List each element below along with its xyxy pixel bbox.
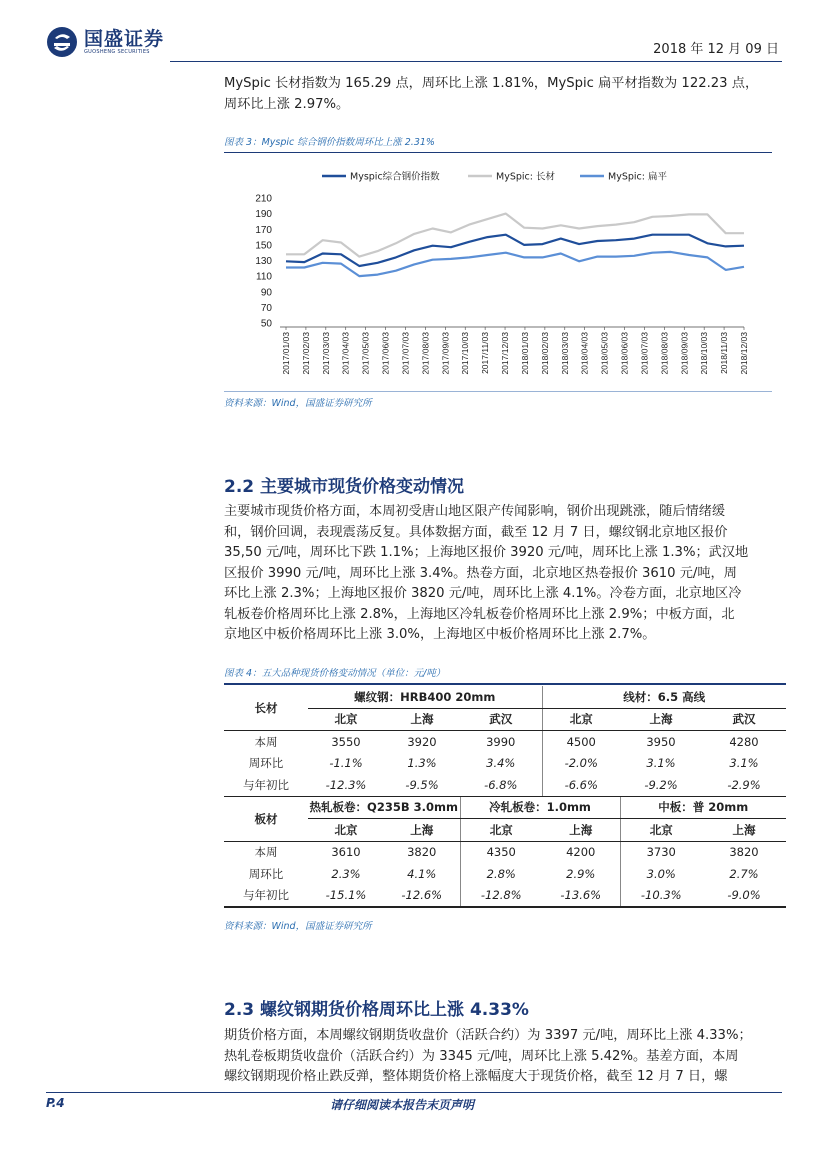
table-cell: 3820 bbox=[729, 845, 759, 860]
table-row bbox=[224, 885, 786, 908]
x-tick-label: 2018/08/03 bbox=[659, 332, 670, 375]
row-label: 周环比 bbox=[248, 866, 284, 881]
myspic-line-chart bbox=[224, 156, 772, 386]
wire-header: 线材：6.5 高线 bbox=[542, 686, 786, 708]
figure4-source: 资料来源：Wind，国盛证券研究所 bbox=[224, 921, 372, 932]
s22-line: 主要城市现货价格方面，本周初受唐山地区限产传闻影响，钢价出现跳涨，随后情绪缓 bbox=[224, 504, 726, 519]
table-cell: -10.3% bbox=[620, 885, 702, 908]
table-cell: -2.9% bbox=[702, 774, 786, 796]
hot-rolled-header: 热轧板卷：Q235B 3.0mm bbox=[308, 796, 460, 819]
figure3-bottom-rule bbox=[224, 391, 772, 392]
table-cell: 3990 bbox=[460, 731, 542, 753]
guosheng-logo-icon bbox=[46, 26, 78, 58]
legend-label: MySpic: 长材 bbox=[496, 171, 555, 183]
table-cell: -1.1% bbox=[329, 756, 363, 771]
cold-rolled-header: 冷轧板卷：1.0mm bbox=[460, 796, 620, 819]
table-row bbox=[224, 731, 786, 753]
x-tick-label: 2017/11/03 bbox=[480, 332, 491, 374]
y-tick-label: 130 bbox=[255, 256, 272, 267]
table-cell: -13.6% bbox=[542, 885, 620, 908]
table-cell: -12.8% bbox=[460, 885, 542, 908]
city-header: 上海 bbox=[702, 819, 786, 842]
y-tick-label: 90 bbox=[260, 287, 272, 299]
s23-line: 热轧卷板期货收盘价（活跃合约）为 3345 元/吨，周环比上涨 5.42%。基差方面，本周 bbox=[224, 1048, 739, 1064]
table-cell: 2.9% bbox=[542, 863, 620, 885]
y-tick-label: 170 bbox=[255, 224, 272, 236]
y-tick-label: 210 bbox=[255, 193, 272, 205]
table-row bbox=[224, 863, 786, 885]
series-line bbox=[286, 235, 744, 266]
flat-category-label: 板材 bbox=[224, 796, 308, 841]
x-tick-label: 2017/02/03 bbox=[300, 332, 311, 375]
s22-line: 区报价 3990 元/吨，周环比上涨 3.4%。热卷方面，北京地区热卷报价 3610 元/吨，周 bbox=[224, 565, 737, 581]
intro-line-1: MySpic 长材指数为 165.29 点，周环比上涨 1.81%，MySpic 扁平材指数为 122.23 点， bbox=[224, 76, 759, 91]
legend-label: Myspic综合钢价指数 bbox=[350, 171, 440, 183]
table-cell: 4.1% bbox=[384, 863, 460, 885]
table-cell: 4350 bbox=[486, 845, 516, 860]
table-cell: 1.3% bbox=[407, 756, 437, 771]
y-tick-label: 190 bbox=[255, 209, 272, 221]
row-label: 与年初比 bbox=[224, 774, 308, 796]
table-row bbox=[224, 841, 786, 863]
section-2-3-title: 2.3 螺纹钢期货价格周环比上涨 4.33% bbox=[224, 1000, 529, 1020]
city-header: 武汉 bbox=[460, 708, 542, 731]
x-tick-label: 2018/10/03 bbox=[699, 332, 710, 375]
legend-label: MySpic: 扁平 bbox=[608, 171, 667, 183]
y-tick-label: 70 bbox=[260, 302, 272, 314]
y-tick-label: 150 bbox=[255, 240, 272, 252]
table-cell: -9.2% bbox=[620, 774, 702, 796]
city-header: 武汉 bbox=[702, 708, 786, 731]
table-cell: 3.4% bbox=[460, 753, 542, 775]
x-tick-label: 2018/05/03 bbox=[599, 332, 610, 375]
table-cell: 4500 bbox=[566, 734, 596, 749]
figure4-caption: 图表 4：五大品种现货价格变动情况（单位：元/吨） bbox=[224, 668, 446, 679]
table-cell: 2.7% bbox=[729, 866, 759, 881]
x-tick-label: 2017/04/03 bbox=[340, 332, 351, 375]
table-cell: -6.8% bbox=[460, 774, 542, 796]
s23-line: 螺纹钢期现价格止跌反弹，整体期货价格上涨幅度大于现货价格，截至 12 月 7 日，螺 bbox=[224, 1069, 728, 1084]
table-top-rule bbox=[224, 683, 786, 685]
table-cell: -12.6% bbox=[384, 885, 460, 908]
section-2-2-body bbox=[224, 502, 776, 646]
chart-axes bbox=[255, 194, 749, 375]
city-header: 北京 bbox=[620, 819, 702, 842]
page-number: P.4 bbox=[46, 1096, 65, 1110]
logo-name: 国盛证券 bbox=[84, 28, 165, 50]
long-category-label: 长材 bbox=[224, 686, 308, 731]
city-header: 上海 bbox=[384, 819, 460, 842]
table-cell: 4200 bbox=[542, 841, 620, 863]
x-tick-label: 2017/08/03 bbox=[420, 332, 431, 375]
city-header: 上海 bbox=[384, 708, 460, 731]
x-tick-label: 2018/07/03 bbox=[639, 332, 650, 375]
s22-line: 京地区中板价格周环比上涨 3.0%，上海地区中板价格周环比上涨 2.7%。 bbox=[224, 627, 656, 642]
x-tick-label: 2017/03/03 bbox=[320, 332, 331, 375]
price-table bbox=[224, 686, 786, 908]
company-logo bbox=[46, 26, 164, 58]
city-header: 北京 bbox=[542, 708, 620, 731]
table-row bbox=[224, 708, 786, 731]
section-2-2-title: 2.2 主要城市现货价格变动情况 bbox=[224, 477, 465, 497]
table-cell: 3920 bbox=[407, 734, 437, 749]
table-row bbox=[224, 774, 786, 796]
x-tick-label: 2018/03/03 bbox=[559, 332, 570, 375]
x-tick-label: 2017/12/03 bbox=[500, 332, 511, 375]
x-tick-label: 2018/12/03 bbox=[739, 332, 749, 375]
table-cell: 3820 bbox=[384, 841, 460, 863]
figure3-source: 资料来源：Wind，国盛证券研究所 bbox=[224, 398, 372, 409]
chart-legend bbox=[322, 171, 667, 183]
x-tick-label: 2018/09/03 bbox=[679, 332, 690, 375]
table-cell: 2.8% bbox=[486, 866, 516, 881]
table-cell: -9.5% bbox=[384, 774, 460, 796]
y-tick-label: 50 bbox=[260, 318, 272, 330]
row-label: 与年初比 bbox=[224, 885, 308, 908]
footer-disclaimer: 请仔细阅读本报告末页声明 bbox=[330, 1098, 475, 1112]
s23-line: 期货价格方面，本周螺纹钢期货收盘价（活跃合约）为 3397 元/吨，周环比上涨 4.33%； bbox=[224, 1028, 752, 1043]
s22-line: 35,50 元/吨，周环比下跌 1.1%；上海地区报价 3920 元/吨，周环比上涨 1.3%；武汉地 bbox=[224, 545, 749, 560]
y-tick-label: 110 bbox=[256, 271, 272, 283]
row-label: 本周 bbox=[254, 734, 278, 749]
intro-paragraph bbox=[224, 74, 776, 115]
rebar-header: 螺纹钢：HRB400 20mm bbox=[308, 686, 542, 708]
footer-rule bbox=[46, 1092, 782, 1093]
report-date: 2018 年 12 月 09 日 bbox=[653, 42, 779, 57]
s22-line: 轧板卷价格周环比上涨 2.8%，上海地区冷轧板卷价格周环比上涨 2.9%；中板方面，北 bbox=[224, 606, 735, 622]
table-cell: -9.0% bbox=[702, 885, 786, 908]
table-cell: -6.6% bbox=[542, 774, 620, 796]
row-label: 周环比 bbox=[248, 756, 284, 771]
x-tick-label: 2018/06/03 bbox=[619, 332, 630, 375]
table-cell: 2.3% bbox=[331, 866, 361, 881]
table-cell: 3550 bbox=[331, 734, 361, 749]
table-row bbox=[224, 753, 786, 775]
figure3-caption: 图表 3：Myspic 综合钢价指数周环比上涨 2.31% bbox=[224, 137, 435, 148]
figure3-top-rule bbox=[224, 152, 772, 153]
intro-line-2: 周环比上涨 2.97%。 bbox=[224, 96, 350, 112]
table-cell: 3.1% bbox=[729, 756, 759, 771]
table-cell: 3950 bbox=[646, 734, 676, 749]
plate-header: 中板：普 20mm bbox=[620, 796, 786, 819]
city-header: 上海 bbox=[620, 708, 702, 731]
s22-line: 环比上涨 2.3%；上海地区报价 3820 元/吨，周环比上涨 4.1%。冷卷方面，北京地区冷 bbox=[224, 586, 742, 601]
table-cell: -15.1% bbox=[308, 885, 384, 908]
table-cell: -2.0% bbox=[564, 756, 598, 771]
table-cell: 3610 bbox=[331, 845, 361, 860]
table-cell: 3.0% bbox=[646, 866, 676, 881]
table-cell: -12.3% bbox=[308, 774, 384, 796]
x-tick-label: 2017/07/03 bbox=[400, 332, 411, 375]
city-header: 上海 bbox=[542, 819, 620, 842]
logo-english: GUOSHENG SECURITIES bbox=[84, 49, 150, 55]
chart-series bbox=[286, 214, 744, 277]
table-row bbox=[224, 819, 786, 842]
x-tick-label: 2017/10/03 bbox=[460, 332, 471, 375]
table-cell: 3730 bbox=[646, 845, 676, 860]
table-row bbox=[224, 686, 786, 708]
x-tick-label: 2018/02/03 bbox=[539, 332, 550, 375]
x-tick-label: 2018/04/03 bbox=[579, 332, 590, 375]
table-row bbox=[224, 796, 786, 819]
s22-line: 和，钢价回调，表现震荡反复。具体数据方面，截至 12 月 7 日，螺纹钢北京地区报价 bbox=[224, 524, 728, 540]
header-rule bbox=[170, 61, 782, 62]
x-tick-label: 2018/01/03 bbox=[519, 332, 530, 375]
table-cell: 4280 bbox=[729, 734, 759, 749]
x-tick-label: 2017/06/03 bbox=[380, 332, 391, 375]
x-tick-label: 2017/05/03 bbox=[360, 332, 371, 375]
city-header: 北京 bbox=[308, 708, 384, 731]
x-tick-label: 2018/11/03 bbox=[719, 331, 730, 374]
city-header: 北京 bbox=[308, 819, 384, 842]
section-2-3-body bbox=[224, 1026, 776, 1088]
table-cell: 3.1% bbox=[646, 756, 676, 771]
row-label: 本周 bbox=[254, 845, 278, 860]
x-tick-label: 2017/01/03 bbox=[281, 332, 291, 375]
city-header: 北京 bbox=[460, 819, 542, 842]
x-tick-label: 2017/09/03 bbox=[440, 332, 451, 375]
